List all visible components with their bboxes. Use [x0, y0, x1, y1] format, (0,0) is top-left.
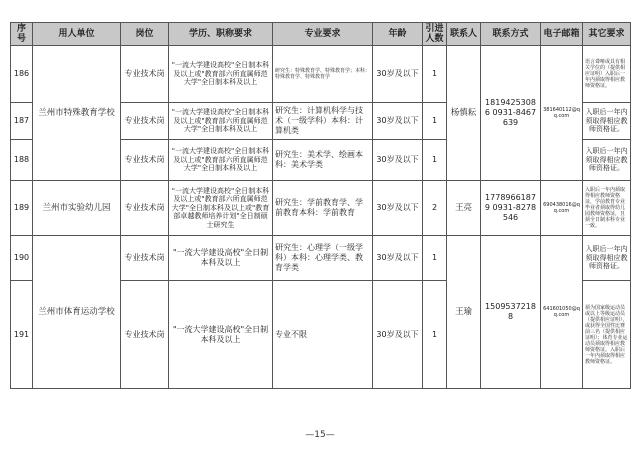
header-count: 引进人数 [423, 23, 447, 46]
count-cell: 1 [423, 281, 447, 389]
age-cell: 30岁及以下 [373, 140, 423, 181]
major-cell: 研究生：美术学、绘画本科：美术学类 [273, 140, 373, 181]
post-cell: 专业技术岗 [121, 103, 169, 140]
age-cell: 30岁及以下 [373, 46, 423, 103]
header-other: 其它要求 [583, 23, 631, 46]
other-cell: 入职后一年内须取得相应教师资格证。 [583, 236, 631, 281]
table-row [11, 181, 631, 236]
education-cell: "一流大学建设高校"全日制本科及以上 [169, 236, 273, 281]
row-index: 187 [11, 103, 33, 140]
employer-cell: 兰州市体育运动学校 [33, 236, 121, 389]
education-cell: "一流大学建设高校"全日制本科及以上 [169, 281, 273, 389]
phone-cell: 18194253086 0931-8467639 [481, 46, 541, 181]
age-cell: 30岁及以下 [373, 103, 423, 140]
email-cell: 690438016@qq.com [541, 181, 583, 236]
other-cell: 须为国家级运动员或以上等级运动员（提供相应证明），或获得全国性比赛前三名（提供相应证明）；体育专业运动员须取得相应教师资格证。入职后一年内须取得相应教师资格证。 [583, 281, 631, 389]
header-education: 学历、职称要求 [169, 23, 273, 46]
major-cell: 研究生：学前教育学、学前教育本科：学前教育 [273, 181, 373, 236]
major-cell: 研究生：特殊教育学、特殊教育学；本科：特殊教育学、特殊教育学 [273, 46, 373, 103]
age-cell: 30岁及以下 [373, 181, 423, 236]
email-cell: 381640112@qq.com [541, 46, 583, 181]
contact-cell: 王瑜 [447, 236, 481, 389]
other-cell: 入职后一年内须取得相应教师资格证。 [583, 103, 631, 140]
post-cell: 专业技术岗 [121, 140, 169, 181]
table-row [11, 236, 631, 281]
row-index: 188 [11, 140, 33, 181]
table-row [11, 46, 631, 103]
header-post: 岗位 [121, 23, 169, 46]
post-cell: 专业技术岗 [121, 236, 169, 281]
count-cell: 1 [423, 103, 447, 140]
count-cell: 1 [423, 140, 447, 181]
other-cell: 语言聋哑或具有相关学位的（提供相应证明）入职后一年内须取得相应教师资格证。 [583, 46, 631, 103]
major-cell: 研究生：计算机科学与技术（一级学科）本科：计算机类 [273, 103, 373, 140]
age-cell: 30岁及以下 [373, 236, 423, 281]
page-number: —15— [305, 430, 335, 440]
header-index: 序号 [11, 23, 33, 46]
row-index: 190 [11, 236, 33, 281]
table-header-row [11, 23, 631, 46]
contact-cell: 杨慎耘 [447, 46, 481, 181]
education-cell: "一流大学建设高校"全日制本科及以上或"教育部六所直属师范大学"全日制本科及以上 [169, 140, 273, 181]
header-contact: 联系人 [447, 23, 481, 46]
major-cell: 研究生：心理学（一级学科）本科：心理学类、教育学类 [273, 236, 373, 281]
post-cell: 专业技术岗 [121, 281, 169, 389]
major-cell: 专业不限 [273, 281, 373, 389]
education-cell: "一流大学建设高校"全日制本科及以上或"教育部六所直属师范大学"全日制本科及以上 [169, 46, 273, 103]
email-cell: 641601050@qq.com [541, 236, 583, 389]
contact-cell: 王亮 [447, 181, 481, 236]
row-index: 189 [11, 181, 33, 236]
recruitment-table [10, 22, 631, 389]
employer-cell: 兰州市实验幼儿园 [33, 181, 121, 236]
phone-cell: 17789661879 0931-8278546 [481, 181, 541, 236]
count-cell: 1 [423, 236, 447, 281]
post-cell: 专业技术岗 [121, 181, 169, 236]
row-index: 191 [11, 281, 33, 389]
age-cell: 30岁及以下 [373, 281, 423, 389]
header-major: 专业要求 [273, 23, 373, 46]
header-unit: 用人单位 [33, 23, 121, 46]
other-cell: 入职后一年内须取得相应教师资格证。 [583, 140, 631, 181]
count-cell: 1 [423, 46, 447, 103]
post-cell: 专业技术岗 [121, 46, 169, 103]
other-cell: 入职后一年内须取得相应教师资格证，学前教育专业毕业者须取得幼儿园教师资格证，且须全日制本科专业一致。 [583, 181, 631, 236]
education-cell: "一流大学建设高校"全日制本科及以上或"教育部六所直属师范大学"全日制本科及以上 [169, 103, 273, 140]
count-cell: 2 [423, 181, 447, 236]
employer-cell: 兰州市特殊教育学校 [33, 46, 121, 181]
phone-cell: 15095372188 [481, 236, 541, 389]
header-age: 年龄 [373, 23, 423, 46]
header-phone: 联系方式 [481, 23, 541, 46]
education-cell: "一流大学建设高校"全日制本科及以上或"教育部六所直属师范大学"全日制本科及以上或"教育部卓越教师培养计划"全日制硕士研究生 [169, 181, 273, 236]
header-email: 电子邮箱 [541, 23, 583, 46]
row-index: 186 [11, 46, 33, 103]
